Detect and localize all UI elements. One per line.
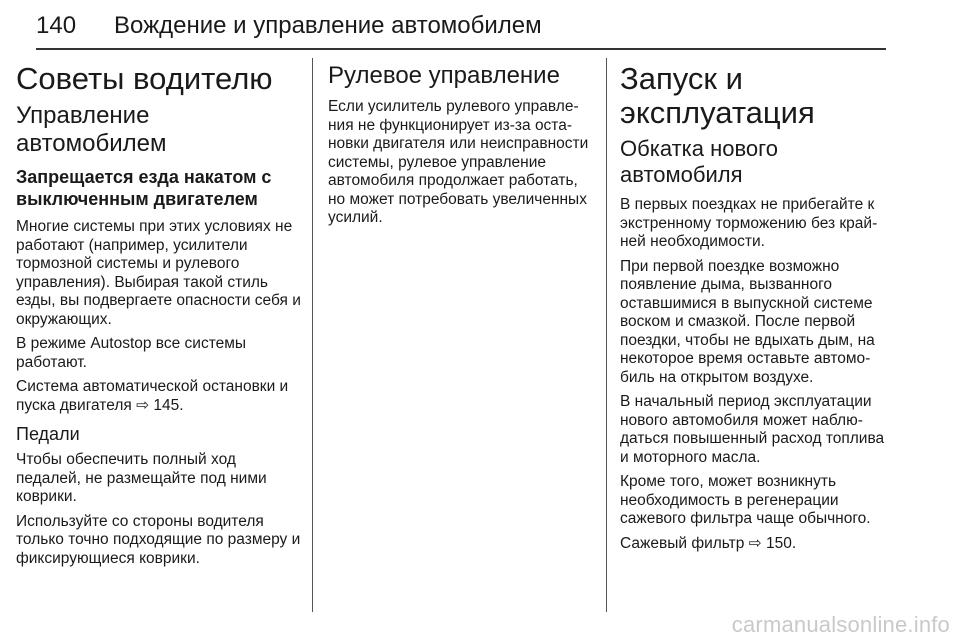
subsection-title-vehicle-control: Управление автомобилем (16, 102, 167, 157)
reference-arrow-icon: ⇨ (748, 534, 762, 552)
paragraph: Используйте со стороны водителя только точно подходящие по размеру и фиксирующиеся коврики. (16, 512, 301, 567)
paragraph: В режиме Autostop все системы работают. (16, 335, 247, 371)
paragraph-text: Система автоматической остановки и пуска двигателя (16, 378, 289, 414)
steering-heading: Рулевое управление (328, 62, 560, 89)
pedals-heading: Педали (16, 424, 80, 444)
watermark: carmanualsonline.info (731, 612, 950, 637)
page-number: 140 (36, 12, 77, 39)
paragraph: Если усилитель рулевого управления не функционирует из-за остановки двигателя или неисправности системы, рулевое управление автомобиля продолжает работать, но может потребовать увеличенных усилий. (328, 98, 589, 226)
column-divider-2 (606, 58, 607, 612)
paragraph-with-reference (620, 535, 890, 554)
paragraph-with-reference (16, 378, 301, 415)
paragraph-text: Сажевый фильтр (620, 534, 745, 552)
column-3 (620, 62, 890, 559)
column-1 (16, 62, 301, 574)
paragraph: В начальный период эксплуатации нового автомобиля может наблюдаться повышенный расход топлива и моторного масла. (620, 393, 885, 466)
running-title: Вождение и управление автомобилем (114, 12, 542, 39)
page-reference-link[interactable]: ⇨ 145. (136, 396, 184, 414)
paragraph: Многие системы при этих условиях не работают (например, усилители тормозной системы и рулевого управления). Выбирая такой стиль езды, вы подвергаете опасности себя и окружающих. (16, 218, 301, 328)
paragraph: Кроме того, может возникнуть необходимость в регенерации сажевого фильтра чаще обычного. (620, 473, 871, 527)
paragraph: Чтобы обеспечить полный ход педалей, не размещайте под ними коврики. (16, 451, 267, 505)
paragraph: В первых поездках не прибегайте к экстренному торможению без крайней необходимости. (620, 196, 878, 250)
section-title-driving-tips: Советы водителю (16, 61, 273, 96)
column-divider-1 (312, 58, 313, 612)
header-rule (36, 48, 886, 50)
page-reference-link[interactable]: ⇨ 150. (748, 534, 797, 552)
warning-heading-coasting: Запрещается езда накатом с выключенным двигателем (16, 167, 272, 209)
column-2 (328, 62, 593, 234)
subsection-title-break-in: Обкатка нового автомобиля (620, 136, 778, 187)
paragraph: При первой поездке возможно появление дыма, вызванного оставшимися в выпускной системе воском и смазкой. После первой поездки, чтобы не вдыхать дым, на некоторое время оставьте автомобиль на открытом воздухе. (620, 257, 875, 386)
page-header (36, 4, 886, 48)
section-title-start-operation: Запуск и эксплуатация (620, 61, 815, 130)
reference-arrow-icon: ⇨ (136, 396, 150, 414)
